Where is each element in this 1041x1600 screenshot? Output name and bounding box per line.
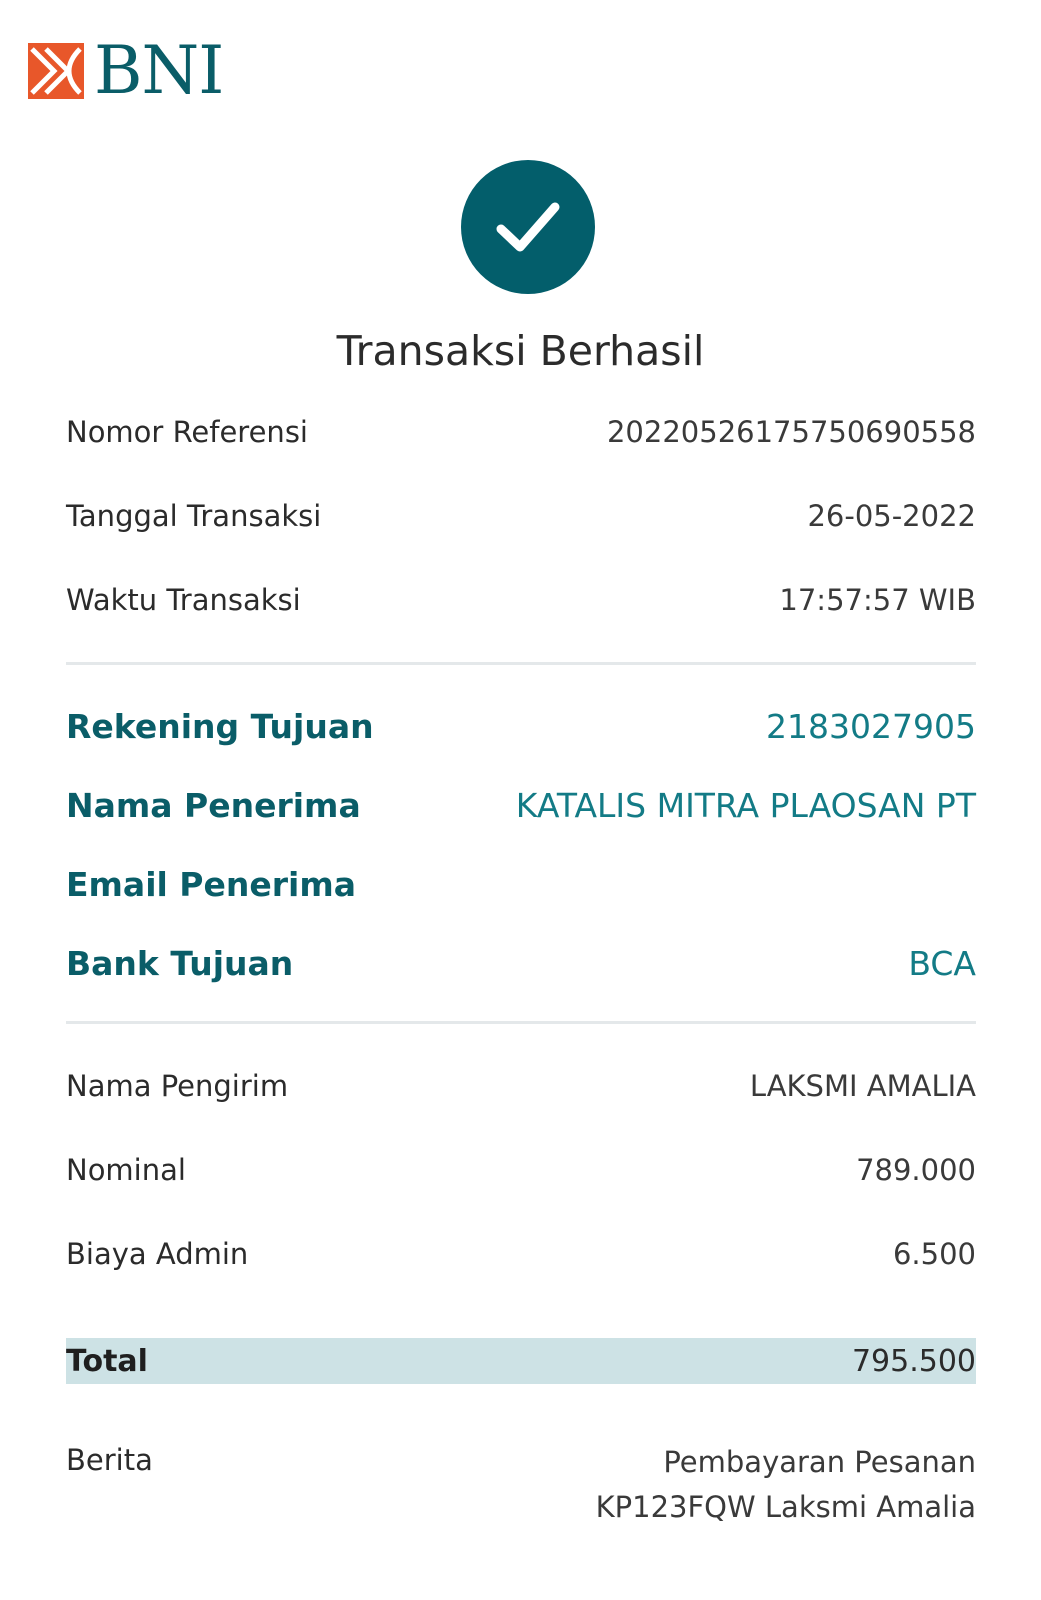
time-value: 17:57:57 WIB: [779, 583, 976, 617]
bank-row: [66, 940, 976, 986]
bni-logo-icon: [28, 43, 84, 99]
bank-value: BCA: [908, 943, 976, 983]
time-label: Waktu Transaksi: [66, 583, 301, 617]
date-value: 26-05-2022: [807, 499, 976, 533]
total-value: 795.500: [851, 1343, 976, 1379]
total-label: Total: [66, 1343, 148, 1379]
message-label: Berita: [66, 1443, 153, 1477]
recipient-email-label: Email Penerima: [66, 864, 356, 904]
date-label: Tanggal Transaksi: [66, 499, 322, 533]
date-row: [66, 496, 976, 536]
divider: [66, 662, 976, 665]
success-badge: [461, 160, 595, 294]
message-line: Pembayaran Pesanan: [663, 1445, 976, 1479]
fee-label: Biaya Admin: [66, 1237, 249, 1271]
recipient-name-label: Nama Penerima: [66, 785, 361, 825]
nominal-row: [66, 1150, 976, 1190]
sender-value: LAKSMI AMALIA: [749, 1069, 976, 1103]
message-value: [596, 1440, 976, 1530]
total-row: [66, 1338, 976, 1384]
status-title: Transaksi Berhasil: [336, 327, 705, 375]
divider: [66, 1021, 976, 1024]
bank-label: Bank Tujuan: [66, 943, 294, 983]
bni-logo: [28, 32, 224, 109]
recipient-email-row: [66, 861, 976, 907]
account-row: [66, 703, 976, 749]
account-value: 2183027905: [766, 706, 976, 746]
sender-row: [66, 1066, 976, 1106]
sender-label: Nama Pengirim: [66, 1069, 289, 1103]
fee-value: 6.500: [892, 1237, 976, 1271]
fee-row: [66, 1234, 976, 1274]
brand-name: BNI: [94, 32, 224, 109]
message-line: KP123FQW Laksmi Amalia: [595, 1490, 976, 1524]
nominal-value: 789.000: [856, 1153, 976, 1187]
time-row: [66, 580, 976, 620]
reference-row: [66, 412, 976, 452]
recipient-name-value: KATALIS MITRA PLAOSAN PT: [515, 785, 976, 825]
reference-label: Nomor Referensi: [66, 415, 308, 449]
recipient-name-row: [66, 782, 976, 828]
reference-value: 20220526175750690558: [606, 415, 976, 449]
message-row: [66, 1440, 976, 1530]
check-icon: [493, 197, 563, 257]
nominal-label: Nominal: [66, 1153, 186, 1187]
account-label: Rekening Tujuan: [66, 706, 374, 746]
